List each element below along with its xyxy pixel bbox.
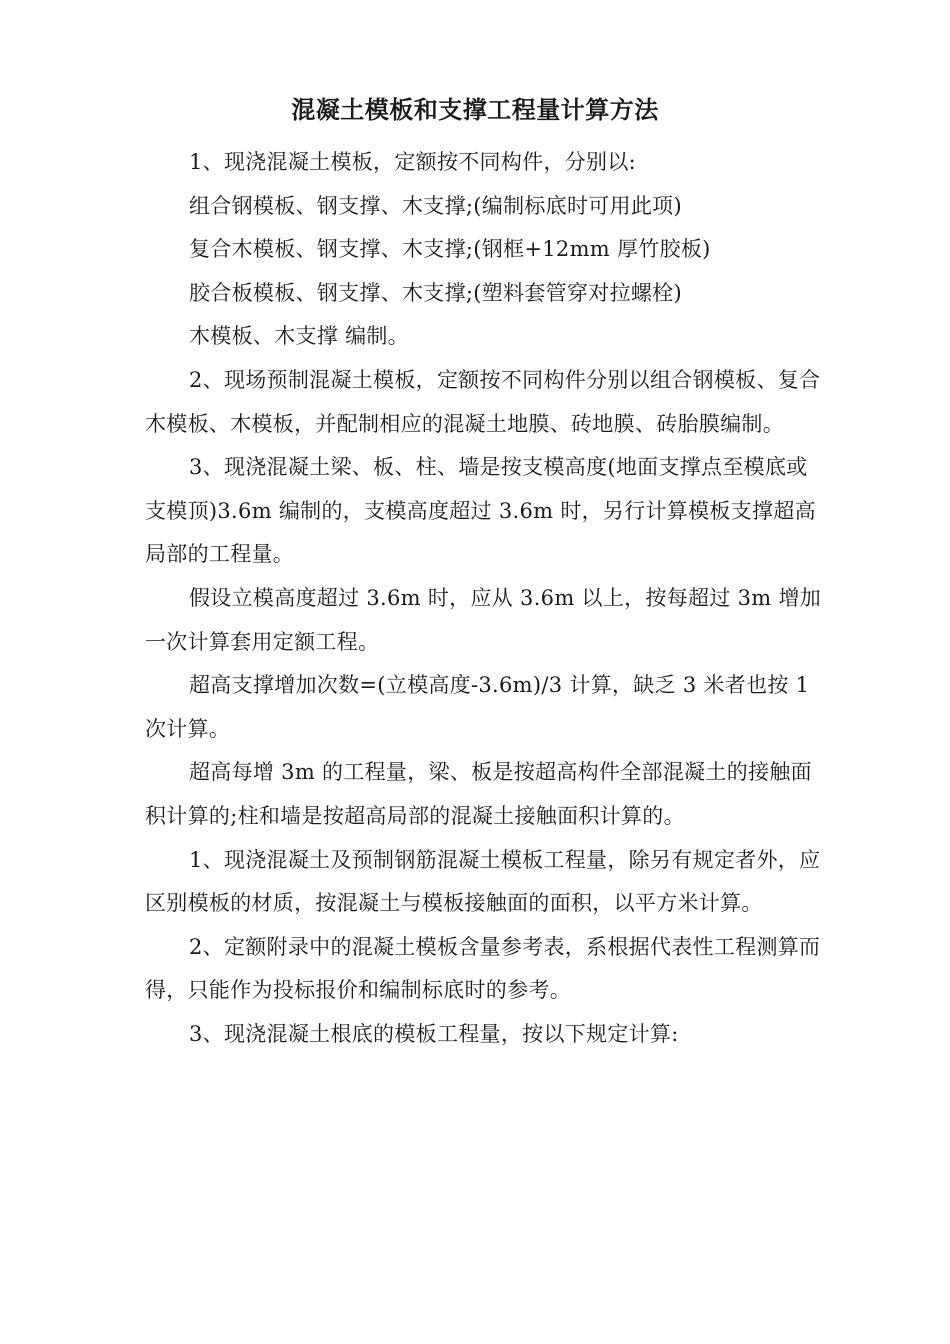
paragraph-9: 超高支撑增加次数=(立模高度-3.6m)/3 计算，缺乏 3 米者也按 1 次计算。	[145, 673, 810, 741]
paragraph-2: 组合钢模板、钢支撑、木支撑;(编制标底时可用此项)	[189, 193, 682, 218]
document-body	[145, 141, 825, 1056]
paragraph-5: 木模板、木支撑 编制。	[189, 324, 409, 349]
paragraph-4: 胶合板模板、钢支撑、木支撑;(塑料套管穿对拉螺栓)	[189, 280, 682, 305]
paragraph-10: 超高每增 3m 的工程量，梁、板是按超高构件全部混凝土的接触面积计算的;柱和墙是按超高局部的混凝土接触面积计算的。	[145, 760, 812, 828]
paragraph-8: 假设立模高度超过 3.6m 时，应从 3.6m 以上，按每超过 3m 增加一次计算套用定额工程。	[145, 585, 822, 654]
document-title: 混凝土模板和支撑工程量计算方法	[291, 95, 659, 124]
paragraph-13: 3、现浇混凝土根底的模板工程量，按以下规定计算:	[189, 1021, 679, 1046]
paragraph-1: 1、现浇混凝土模板，定额按不同构件，分别以:	[189, 150, 637, 174]
paragraph-3: 复合木模板、钢支撑、木支撑;(钢框+12mm 厚竹胶板)	[189, 237, 711, 262]
paragraph-11: 1、现浇混凝土及预制钢筋混凝土模板工程量，除另有规定者外，应区别模板的材质，按混凝土与模板接触面的面积，以平方米计算。	[145, 847, 821, 916]
paragraph-6: 2、现场预制混凝土模板，定额按不同构件分别以组合钢模板、复合木模板、木模板，并配制相应的混凝土地膜、砖地膜、砖胎膜编制。	[145, 367, 821, 436]
paragraph-7: 3、现浇混凝土梁、板、柱、墙是按支模高度(地面支撑点至模底或支模顶)3.6m 编制的，支模高度超过 3.6m 时，另行计算模板支撑超高局部的工程量。	[145, 455, 816, 567]
paragraph-12: 2、定额附录中的混凝土模板含量参考表，系根据代表性工程测算而得，只能作为投标报价和编制标底时的参考。	[145, 934, 821, 1003]
